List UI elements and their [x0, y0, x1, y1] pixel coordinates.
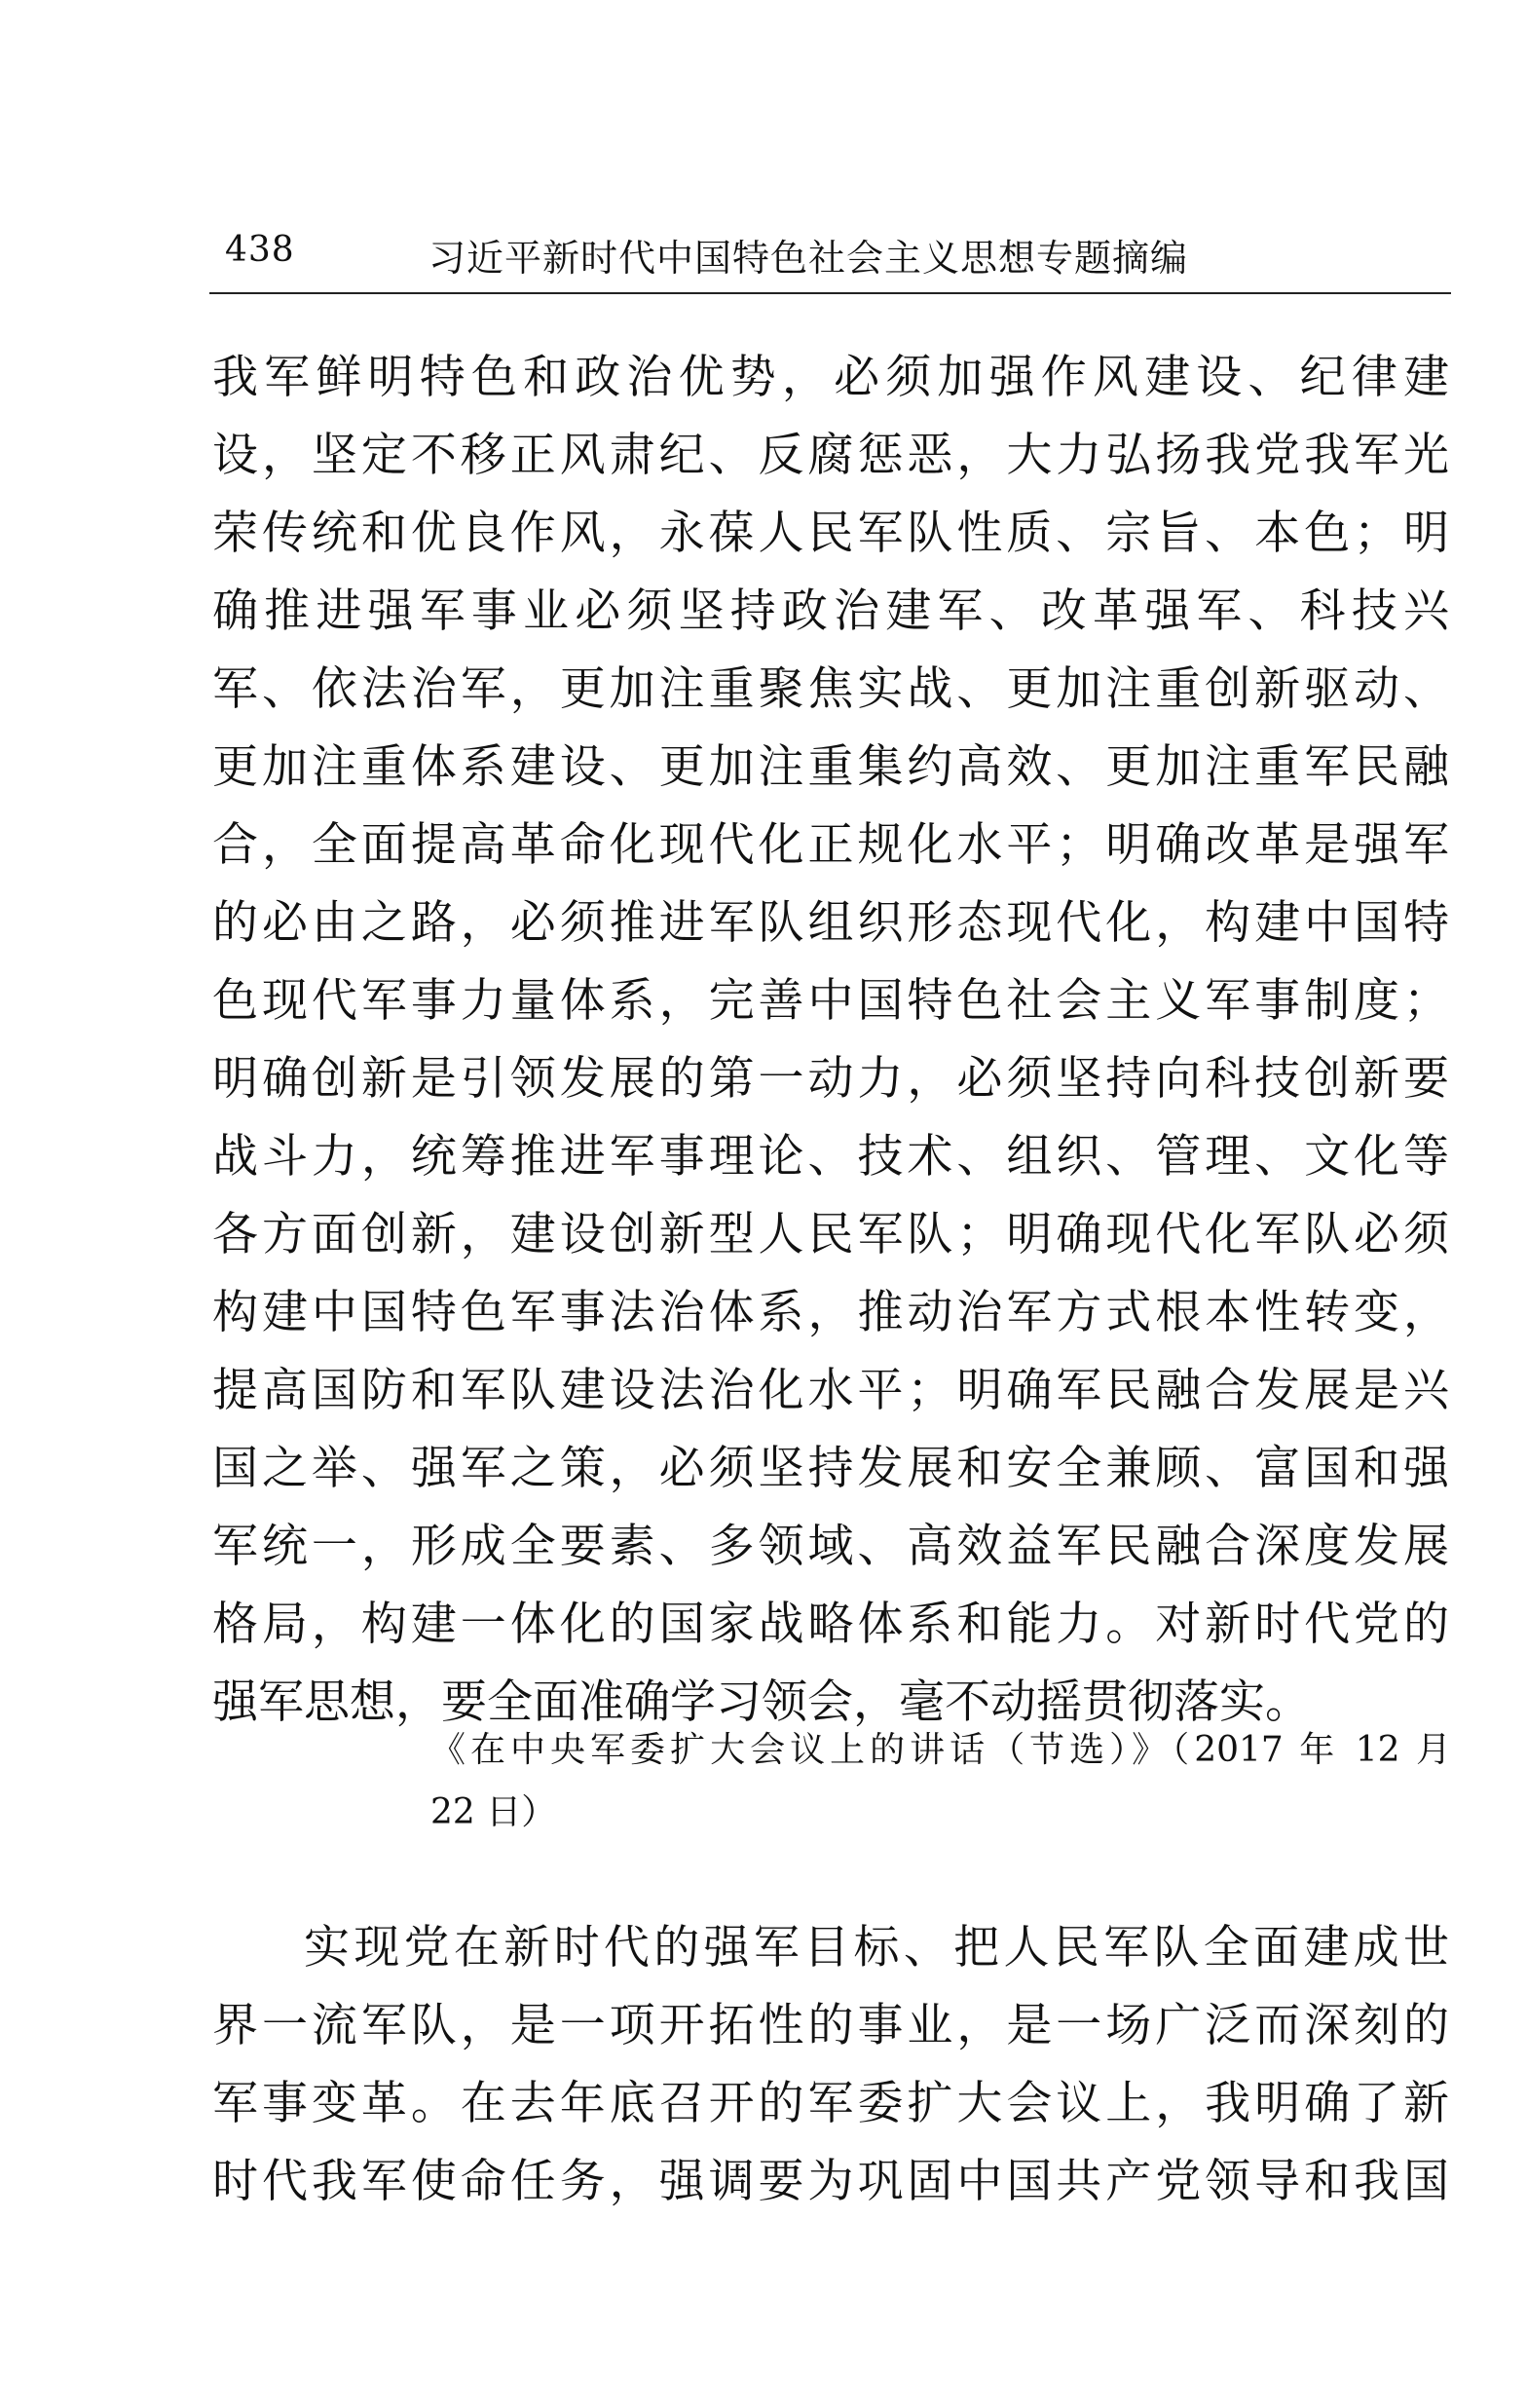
citation-line: 《在中央军委扩大会议上的讲话（节选）》（2017 年 12 月 [430, 1730, 1451, 1770]
paragraph-1 [212, 339, 1449, 1742]
text-line: 各方面创新，建设创新型人民军队；明确现代化军队必须 [212, 1208, 1449, 1261]
text-line: 强军思想，要全面准确学习领会，毫不动摇贯彻落实。 [212, 1675, 1311, 1729]
text-line: 确推进强军事业必须坚持政治建军、改革强军、科技兴 [212, 584, 1449, 638]
source-citation [430, 1719, 1451, 1844]
text-line: 格局，构建一体化的国家战略体系和能力。对新时代党的 [212, 1598, 1449, 1651]
text-line: 构建中国特色军事法治体系，推动治军方式根本性转变， [212, 1286, 1449, 1339]
text-line: 更加注重体系建设、更加注重集约高效、更加注重军民融 [212, 740, 1449, 794]
text-line: 军、依法治军，更加注重聚焦实战、更加注重创新驱动、 [212, 662, 1449, 716]
page-number: 438 [225, 230, 295, 270]
text-line: 荣传统和优良作风，永葆人民军队性质、宗旨、本色；明 [212, 507, 1449, 560]
running-title: 习近平新时代中国特色社会主义思想专题摘编 [428, 237, 1189, 280]
text-line: 提高国防和军队建设法治化水平；明确军民融合发展是兴 [212, 1364, 1449, 1417]
text-line: 战斗力，统筹推进军事理论、技术、组织、管理、文化等 [212, 1130, 1449, 1184]
citation-line: 22 日） [430, 1792, 557, 1832]
text-line: 时代我军使命任务，强调要为巩固中国共产党领导和我国 [212, 2155, 1449, 2208]
text-line: 色现代军事力量体系，完善中国特色社会主义军事制度； [212, 974, 1449, 1028]
text-line: 界一流军队，是一项开拓性的事业，是一场广泛而深刻的 [212, 1999, 1449, 2052]
text-line: 实现党在新时代的强军目标、把人民军队全面建成世 [304, 1921, 1449, 1975]
text-line: 国之举、强军之策，必须坚持发展和安全兼顾、富国和强 [212, 1442, 1449, 1495]
text-line: 军统一，形成全要素、多领域、高效益军民融合深度发展 [212, 1520, 1449, 1573]
text-line: 明确创新是引领发展的第一动力，必须坚持向科技创新要 [212, 1052, 1449, 1106]
text-line: 我军鲜明特色和政治优势，必须加强作风建设、纪律建 [212, 351, 1449, 404]
text-line: 的必由之路，必须推进军队组织形态现代化，构建中国特 [212, 896, 1449, 950]
page-header [209, 224, 1451, 292]
header-divider [209, 292, 1451, 294]
text-line: 军事变革。在去年底召开的军委扩大会议上，我明确了新 [212, 2077, 1449, 2130]
text-line: 设，坚定不移正风肃纪、反腐惩恶，大力弘扬我党我军光 [212, 429, 1449, 482]
text-line: 合，全面提高革命化现代化正规化水平；明确改革是强军 [212, 818, 1449, 872]
paragraph-2 [212, 1909, 1449, 2221]
